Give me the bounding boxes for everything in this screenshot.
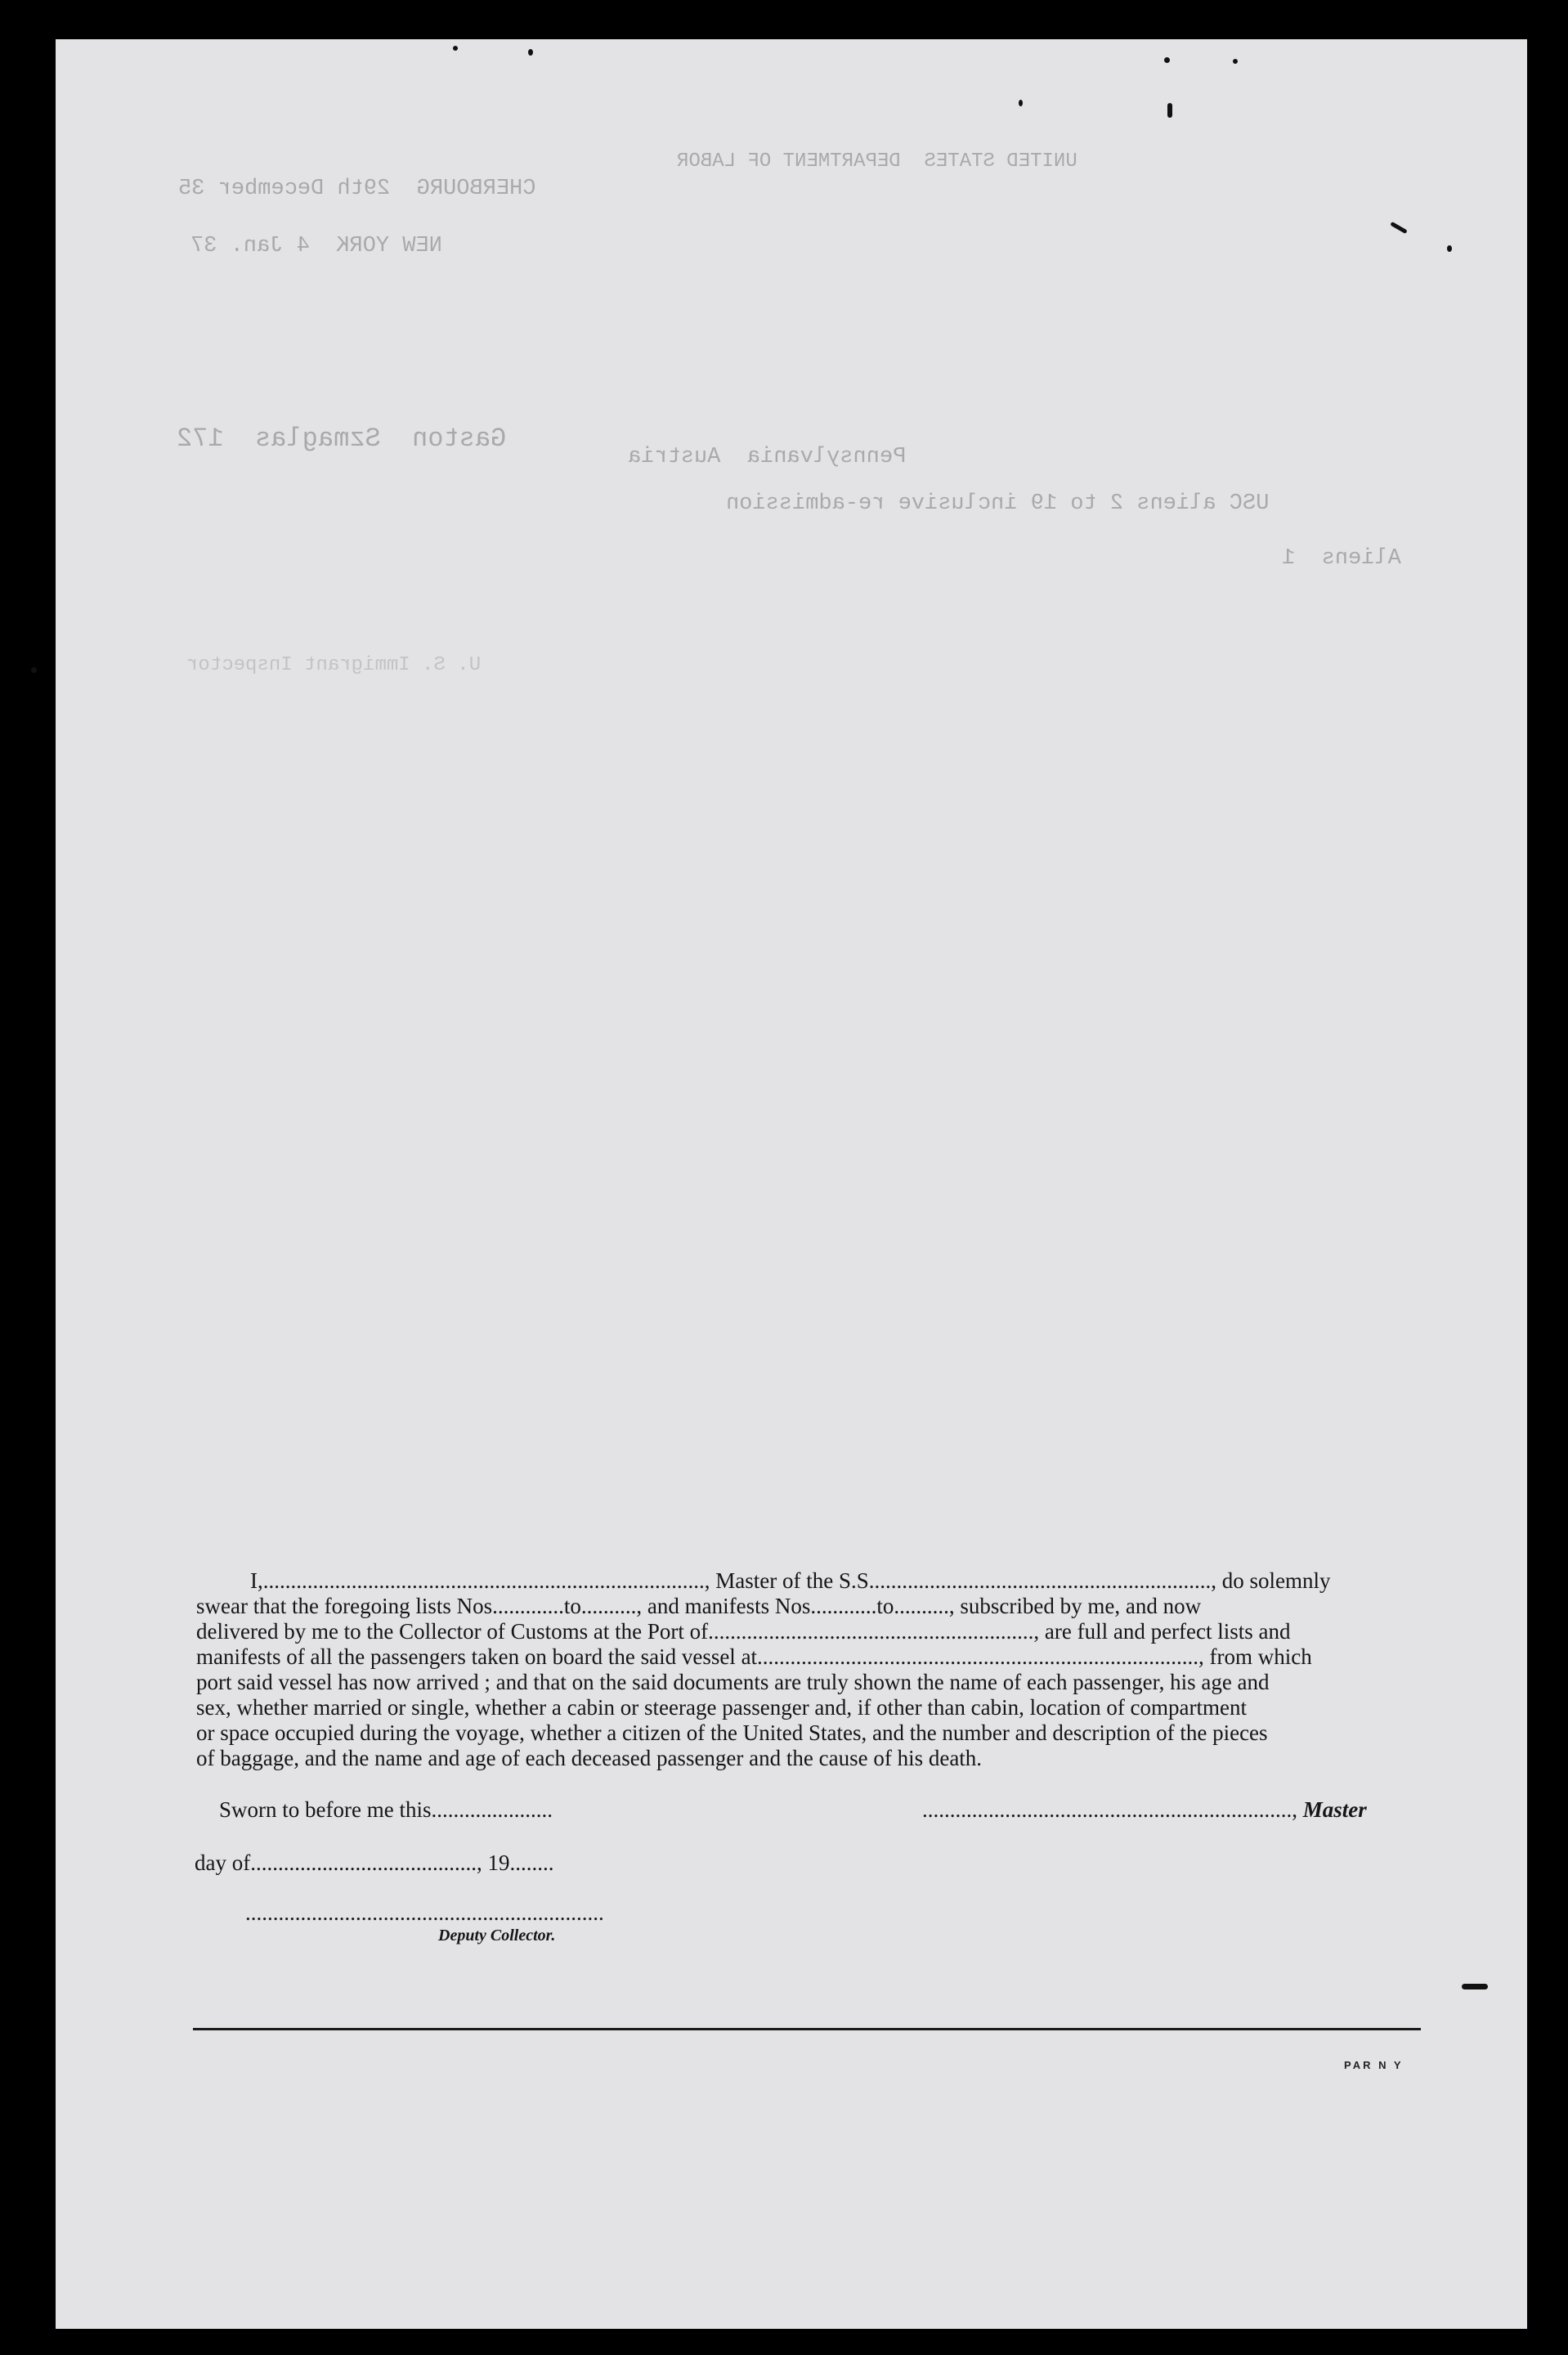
oath-line: or space occupied during the voyage, whether a citizen of the United States, and the number and description of the pieces [196,1720,1268,1745]
printer-imprint: PAR N Y [1344,2059,1404,2071]
scan-speck [1462,1984,1488,1989]
scan-speck [528,49,533,56]
bleed-through-line: USC aliens 2 to 19 inclusive re-admission [726,491,1270,516]
sworn-line: Sworn to before me this...................... [219,1797,553,1822]
master-signature [922,1797,1367,1823]
bleed-through-line: Pennsylvania Austria [628,445,907,469]
scan-speck [453,46,458,51]
bleed-through-line: Aliens 1 [1282,546,1401,571]
deputy-collector-label: Deputy Collector. [438,1927,556,1945]
day-of-line: day of........................................., 19........ [195,1850,554,1875]
bottom-rule [193,2028,1421,2030]
document-page [56,39,1527,2329]
bleed-through-line: CHERBOURG 29th December 35 [178,177,536,201]
scan-speck [31,667,37,673]
bleed-through-line: UNITED STATES DEPARTMENT OF LABOR [677,150,1077,173]
oath-line: I,................................................................................, Master of the S.S.............................................................., do solemnly [250,1568,1331,1593]
bleed-through-line: Gaston Szmaglas 172 [177,424,507,454]
oath-line: port said vessel has now arrived ; and that on the said documents are truly shown the name of each passenger, his age and [196,1670,1270,1694]
scan-speck [1019,100,1023,106]
bleed-through-line: NEW YORK 4 Jan. 37 [190,234,442,258]
scan-speck [1164,57,1170,63]
oath-line: delivered by me to the Collector of Customs at the Port of..........................................................., are full and perfect lists and [196,1619,1291,1644]
scan-speck [1447,245,1452,252]
master-oath [196,1568,1422,1771]
oath-line: sex, whether married or single, whether a cabin or steerage passenger and, if other than cabin, location of compartment [196,1695,1248,1720]
deputy-signature-line: ................................................................. [245,1900,604,1925]
scan-speck [1390,222,1408,234]
scan-speck [1167,103,1172,118]
oath-line: manifests of all the passengers taken on board the said vessel at................................................................................, from which [196,1644,1312,1669]
oath-line: of baggage, and the name and age of each deceased passenger and the cause of his death. [196,1746,983,1770]
scan-speck [1233,59,1238,64]
master-signature-line: ..................................................................., [922,1797,1297,1822]
oath-line: swear that the foregoing lists Nos.............to.........., and manifests Nos............to.........., subscribed by me, and now [196,1594,1202,1618]
master-label: Master [1302,1797,1367,1822]
bleed-through-line: U. S. Immigrant Inspector [186,654,482,676]
